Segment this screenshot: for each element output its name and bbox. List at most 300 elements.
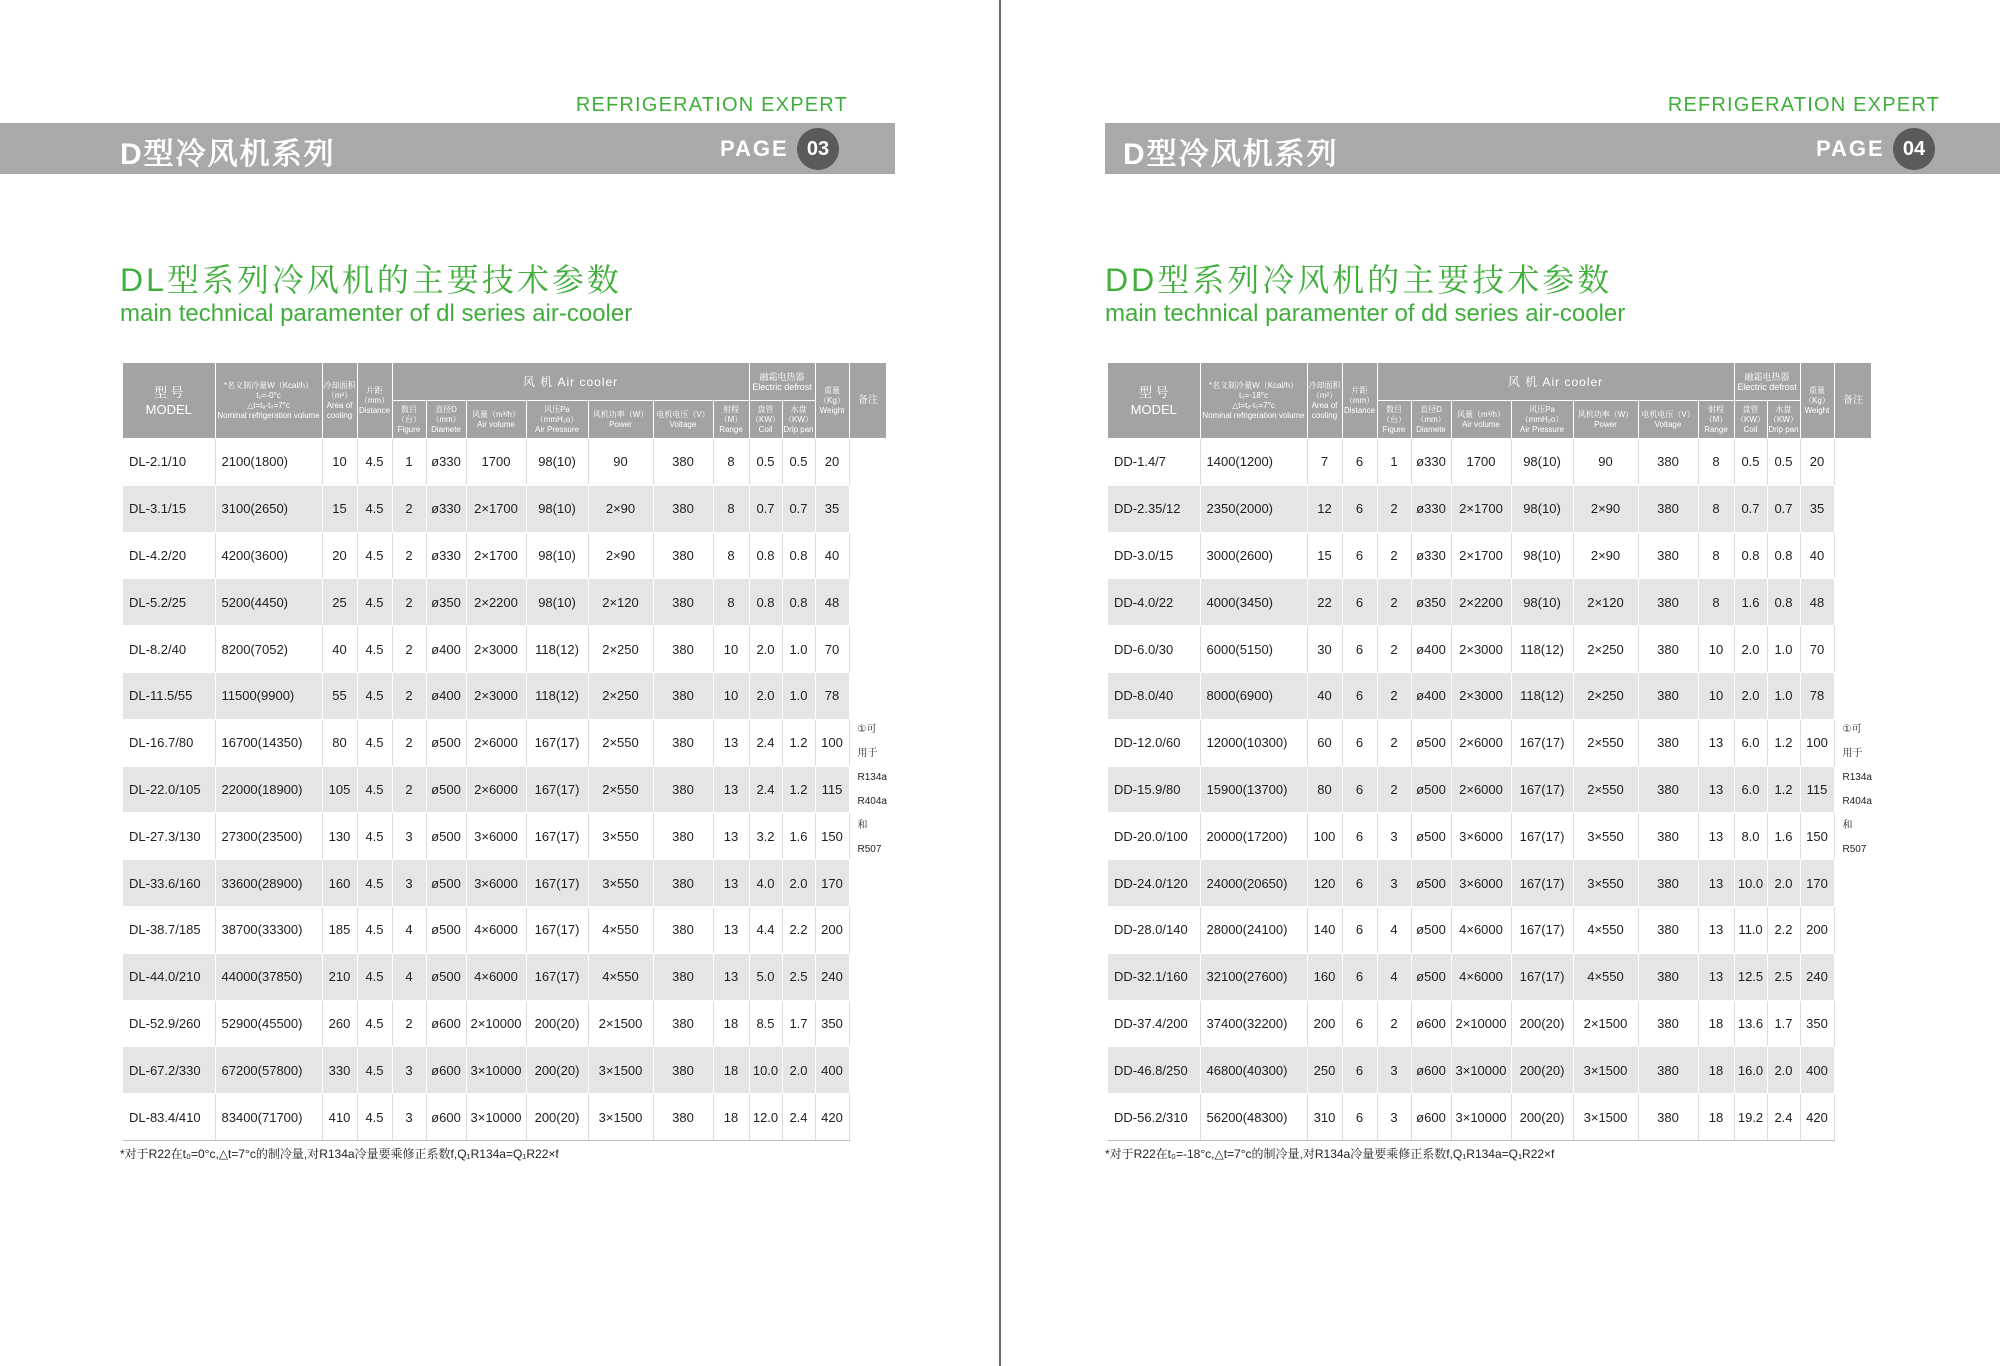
cell-nominal-capacity: 24000(20650) (1200, 860, 1307, 907)
cell-air-pressure: 200(20) (526, 1094, 588, 1141)
cell-voltage: 380 (1638, 1047, 1698, 1094)
cell-coil-heater: 4.4 (749, 906, 782, 953)
cell-coil-heater: 5.0 (749, 953, 782, 1000)
header-remark: 备注 (849, 363, 887, 439)
cell-cooling-area: 330 (322, 1047, 357, 1094)
remark-line: 和 (857, 819, 868, 831)
header-drip-pan: 水盘（KW） Drip pan (1767, 401, 1800, 439)
cell-air-volume: 2×2200 (1451, 579, 1511, 626)
cell-voltage: 380 (653, 439, 713, 486)
cell-fin-distance: 4.5 (357, 953, 392, 1000)
cell-cooling-area: 20 (322, 532, 357, 579)
cell-fan-power: 4×550 (1573, 953, 1638, 1000)
cell-coil-heater: 11.0 (1734, 906, 1767, 953)
cell-fin-distance: 6 (1342, 719, 1377, 766)
cell-air-pressure: 118(12) (1511, 672, 1573, 719)
cell-nominal-capacity: 8000(6900) (1200, 672, 1307, 719)
header-distance: 片距（mm） Distance (357, 363, 392, 439)
remark-line: R134a (1842, 771, 1872, 783)
cell-fan-power: 3×1500 (1573, 1094, 1638, 1141)
cell-coil-heater: 12.0 (749, 1094, 782, 1141)
cell-air-range: 13 (1698, 719, 1734, 766)
cell-fan-count: 4 (1377, 953, 1411, 1000)
cell-air-pressure: 200(20) (526, 1047, 588, 1094)
cell-voltage: 380 (1638, 1000, 1698, 1047)
cell-fin-distance: 4.5 (357, 532, 392, 579)
cell-fan-count: 3 (392, 860, 426, 907)
cell-fan-diameter: ø500 (426, 906, 466, 953)
cell-drip-pan-heater: 2.0 (1767, 1047, 1800, 1094)
cell-weight: 400 (815, 1047, 849, 1094)
cell-nominal-capacity: 33600(28900) (215, 860, 322, 907)
cell-model: DL-44.0/210 (123, 953, 215, 1000)
cell-fan-diameter: ø330 (426, 532, 466, 579)
cell-coil-heater: 1.6 (1734, 579, 1767, 626)
cell-fan-count: 2 (1377, 672, 1411, 719)
cell-drip-pan-heater: 1.0 (782, 626, 815, 673)
cell-voltage: 380 (653, 672, 713, 719)
cell-fin-distance: 6 (1342, 579, 1377, 626)
table-row (123, 485, 887, 532)
remark-line: R507 (1842, 843, 1867, 855)
cell-drip-pan-heater: 1.6 (1767, 813, 1800, 860)
cell-weight: 150 (815, 813, 849, 860)
cell-fan-power: 2×550 (588, 719, 653, 766)
cell-drip-pan-heater: 1.0 (1767, 626, 1800, 673)
cell-coil-heater: 6.0 (1734, 766, 1767, 813)
cell-fan-diameter: ø600 (426, 1094, 466, 1141)
cell-nominal-capacity: 3000(2600) (1200, 532, 1307, 579)
cell-cooling-area: 10 (322, 439, 357, 486)
cell-drip-pan-heater: 1.0 (1767, 672, 1800, 719)
cell-air-volume: 3×6000 (466, 813, 526, 860)
cell-fin-distance: 4.5 (357, 1047, 392, 1094)
cell-coil-heater: 2.0 (749, 626, 782, 673)
cell-air-volume: 2×3000 (1451, 672, 1511, 719)
cell-model: DD-37.4/200 (1108, 1000, 1200, 1047)
cell-model: DL-5.2/25 (123, 579, 215, 626)
cell-weight: 115 (1800, 766, 1834, 813)
cell-fan-diameter: ø500 (426, 766, 466, 813)
remark-line: 和 (1842, 819, 1853, 831)
cell-fin-distance: 4.5 (357, 485, 392, 532)
cell-weight: 78 (815, 672, 849, 719)
cell-air-pressure: 118(12) (1511, 626, 1573, 673)
header-area: 冷却面积（m²） Area of cooling (1307, 363, 1342, 439)
cell-cooling-area: 60 (1307, 719, 1342, 766)
page-label: PAGE (720, 136, 789, 161)
cell-fan-power: 2×250 (1573, 672, 1638, 719)
remark-line: R507 (857, 843, 882, 855)
cell-air-volume: 4×6000 (1451, 953, 1511, 1000)
cell-coil-heater: 8.5 (749, 1000, 782, 1047)
table-row (123, 719, 887, 766)
table-row (123, 532, 887, 579)
cell-air-pressure: 167(17) (1511, 860, 1573, 907)
cell-air-volume: 2×3000 (1451, 626, 1511, 673)
cell-fan-power: 2×550 (1573, 766, 1638, 813)
cell-model: DL-11.5/55 (123, 672, 215, 719)
cell-coil-heater: 0.5 (1734, 439, 1767, 486)
cell-air-volume: 4×6000 (466, 953, 526, 1000)
cell-fan-count: 3 (392, 1047, 426, 1094)
cell-voltage: 380 (653, 532, 713, 579)
header-coil: 盘管（KW） Coil (749, 401, 782, 439)
cell-voltage: 380 (653, 1000, 713, 1047)
cell-weight: 115 (815, 766, 849, 813)
cell-cooling-area: 12 (1307, 485, 1342, 532)
header-diameter: 直径D（mm） Diamete (1411, 401, 1451, 439)
cell-model: DD-20.0/100 (1108, 813, 1200, 860)
table-row (123, 1094, 887, 1141)
cell-air-range: 10 (1698, 672, 1734, 719)
cell-nominal-capacity: 6000(5150) (1200, 626, 1307, 673)
cell-fin-distance: 4.5 (357, 672, 392, 719)
page-banner (0, 123, 895, 174)
cell-coil-heater: 16.0 (1734, 1047, 1767, 1094)
cell-drip-pan-heater: 0.7 (782, 485, 815, 532)
cell-model: DL-67.2/330 (123, 1047, 215, 1094)
cell-fin-distance: 4.5 (357, 626, 392, 673)
cell-fin-distance: 6 (1342, 672, 1377, 719)
cell-cooling-area: 260 (322, 1000, 357, 1047)
cell-weight: 20 (815, 439, 849, 486)
cell-fan-power: 3×1500 (588, 1094, 653, 1141)
cell-air-range: 18 (713, 1094, 749, 1141)
cell-drip-pan-heater: 0.5 (1767, 439, 1800, 486)
remark-text (850, 718, 887, 862)
cell-drip-pan-heater: 2.5 (782, 953, 815, 1000)
cell-weight: 48 (1800, 579, 1834, 626)
cell-model: DD-15.9/80 (1108, 766, 1200, 813)
cell-fin-distance: 6 (1342, 1047, 1377, 1094)
banner-title: D型冷风机系列 (120, 138, 336, 171)
cell-voltage: 380 (653, 1094, 713, 1141)
cell-voltage: 380 (653, 766, 713, 813)
cell-weight: 200 (815, 906, 849, 953)
cell-air-range: 18 (713, 1047, 749, 1094)
cell-cooling-area: 25 (322, 579, 357, 626)
remark-line: 用于 (1842, 747, 1863, 759)
table-row (1108, 906, 1872, 953)
cell-air-range: 10 (713, 626, 749, 673)
cell-fan-power: 2×90 (1573, 485, 1638, 532)
cell-weight: 240 (1800, 953, 1834, 1000)
header-defrost: 融霜电热器 Electric defrost (1734, 363, 1800, 401)
cell-nominal-capacity: 5200(4450) (215, 579, 322, 626)
cell-cooling-area: 40 (1307, 672, 1342, 719)
cell-coil-heater: 8.0 (1734, 813, 1767, 860)
brand-tagline: REFRIGERATION EXPERT (575, 94, 848, 116)
remark-line: R134a (857, 771, 887, 783)
cell-fan-power: 3×550 (588, 813, 653, 860)
cell-air-range: 8 (713, 439, 749, 486)
table-row (1108, 953, 1872, 1000)
cell-weight: 35 (1800, 485, 1834, 532)
cell-air-volume: 2×3000 (466, 626, 526, 673)
cell-model: DD-3.0/15 (1108, 532, 1200, 579)
cell-voltage: 380 (653, 906, 713, 953)
cell-air-range: 13 (713, 766, 749, 813)
cell-fan-diameter: ø400 (1411, 672, 1451, 719)
cell-model: DL-38.7/185 (123, 906, 215, 953)
cell-model: DL-83.4/410 (123, 1094, 215, 1141)
cell-model: DD-4.0/22 (1108, 579, 1200, 626)
cell-drip-pan-heater: 0.8 (1767, 532, 1800, 579)
cell-fan-diameter: ø500 (1411, 953, 1451, 1000)
cell-air-pressure: 167(17) (1511, 953, 1573, 1000)
cell-model: DD-1.4/7 (1108, 439, 1200, 486)
cell-cooling-area: 15 (1307, 532, 1342, 579)
cell-model: DL-3.1/15 (123, 485, 215, 532)
cell-cooling-area: 200 (1307, 1000, 1342, 1047)
cell-drip-pan-heater: 1.6 (782, 813, 815, 860)
cell-voltage: 380 (1638, 719, 1698, 766)
cell-fan-power: 2×250 (588, 626, 653, 673)
cell-fan-diameter: ø350 (1411, 579, 1451, 626)
cell-cooling-area: 140 (1307, 906, 1342, 953)
cell-fan-power: 2×1500 (1573, 1000, 1638, 1047)
header-distance: 片距（mm） Distance (1342, 363, 1377, 439)
table-row (123, 672, 887, 719)
cell-nominal-capacity: 46800(40300) (1200, 1047, 1307, 1094)
header-nominal: *名义制冷量W（Kcal/h） t₀=-0°c △t=tₐ-t₀=7°c Nominal refrigeration volume (215, 363, 322, 439)
cell-cooling-area: 7 (1307, 439, 1342, 486)
cell-fan-diameter: ø600 (426, 1000, 466, 1047)
spec-table (1108, 363, 1872, 1141)
cell-air-volume: 2×10000 (466, 1000, 526, 1047)
cell-cooling-area: 80 (1307, 766, 1342, 813)
cell-weight: 48 (815, 579, 849, 626)
cell-air-volume: 2×1700 (466, 485, 526, 532)
cell-weight: 78 (1800, 672, 1834, 719)
cell-air-volume: 2×10000 (1451, 1000, 1511, 1047)
cell-fin-distance: 4.5 (357, 579, 392, 626)
cell-fan-count: 3 (1377, 1047, 1411, 1094)
cell-fan-count: 2 (392, 485, 426, 532)
cell-air-volume: 2×6000 (466, 719, 526, 766)
cell-fan-count: 4 (1377, 906, 1411, 953)
cell-nominal-capacity: 44000(37850) (215, 953, 322, 1000)
cell-nominal-capacity: 52900(45500) (215, 1000, 322, 1047)
cell-fan-count: 2 (392, 532, 426, 579)
header-range: 射程（M） Range (1698, 401, 1734, 439)
cell-drip-pan-heater: 0.5 (782, 439, 815, 486)
header-model: 型 号 MODEL (123, 363, 215, 439)
header-air-volume: 风量（m³/h） Air volume (466, 401, 526, 439)
cell-air-pressure: 200(20) (1511, 1000, 1573, 1047)
header-air-cooler: 风 机 Air cooler (1377, 363, 1734, 401)
cell-fan-diameter: ø500 (1411, 860, 1451, 907)
cell-weight: 350 (815, 1000, 849, 1047)
cell-fan-power: 3×550 (1573, 813, 1638, 860)
cell-drip-pan-heater: 2.2 (782, 906, 815, 953)
cell-fan-power: 2×90 (588, 532, 653, 579)
cell-fan-count: 2 (1377, 1000, 1411, 1047)
cell-fin-distance: 4.5 (357, 1094, 392, 1141)
table-row (123, 766, 887, 813)
cell-cooling-area: 30 (1307, 626, 1342, 673)
cell-air-pressure: 167(17) (1511, 906, 1573, 953)
cell-air-range: 8 (1698, 532, 1734, 579)
cell-nominal-capacity: 38700(33300) (215, 906, 322, 953)
cell-cooling-area: 55 (322, 672, 357, 719)
cell-drip-pan-heater: 1.2 (1767, 719, 1800, 766)
cell-air-range: 13 (713, 860, 749, 907)
cell-voltage: 380 (1638, 860, 1698, 907)
cell-air-pressure: 167(17) (526, 813, 588, 860)
cell-fan-count: 2 (392, 626, 426, 673)
cell-fan-power: 2×250 (1573, 626, 1638, 673)
cell-drip-pan-heater: 2.4 (782, 1094, 815, 1141)
table-row (1108, 626, 1872, 673)
cell-fin-distance: 4.5 (357, 439, 392, 486)
cell-air-volume: 2×2200 (466, 579, 526, 626)
table-row (123, 953, 887, 1000)
cell-weight: 150 (1800, 813, 1834, 860)
section-heading-cn: DL型系列冷风机的主要技术参数 (120, 262, 622, 298)
header-weight: 重量（Kg） Weight (815, 363, 849, 439)
cell-voltage: 380 (653, 485, 713, 532)
remark-line: R404a (1842, 795, 1872, 807)
header-area: 冷却面积（m²） Area of cooling (322, 363, 357, 439)
cell-voltage: 380 (1638, 439, 1698, 486)
table-row (1108, 485, 1872, 532)
cell-air-volume: 2×6000 (466, 766, 526, 813)
cell-model: DL-33.6/160 (123, 860, 215, 907)
cell-nominal-capacity: 2100(1800) (215, 439, 322, 486)
cell-fan-diameter: ø400 (1411, 626, 1451, 673)
cell-fan-diameter: ø500 (426, 813, 466, 860)
cell-weight: 20 (1800, 439, 1834, 486)
cell-weight: 40 (815, 532, 849, 579)
header-air-pressure: 风压Pa（mmH₂o） Air Pressure (526, 401, 588, 439)
cell-coil-heater: 12.5 (1734, 953, 1767, 1000)
cell-drip-pan-heater: 1.2 (782, 766, 815, 813)
cell-drip-pan-heater: 0.8 (782, 579, 815, 626)
cell-nominal-capacity: 67200(57800) (215, 1047, 322, 1094)
cell-air-pressure: 118(12) (526, 672, 588, 719)
cell-cooling-area: 100 (1307, 813, 1342, 860)
cell-voltage: 380 (653, 626, 713, 673)
cell-coil-heater: 10.0 (1734, 860, 1767, 907)
cell-air-volume: 4×6000 (1451, 906, 1511, 953)
table-row (1108, 719, 1872, 766)
cell-nominal-capacity: 83400(71700) (215, 1094, 322, 1141)
page-number-badge: 04 (1893, 128, 1935, 170)
cell-nominal-capacity: 2350(2000) (1200, 485, 1307, 532)
remark-line: ①可 (857, 723, 877, 735)
cell-fan-power: 3×550 (588, 860, 653, 907)
cell-air-range: 8 (713, 579, 749, 626)
cell-cooling-area: 40 (322, 626, 357, 673)
cell-fan-power: 2×90 (588, 485, 653, 532)
cell-air-range: 10 (713, 672, 749, 719)
cell-air-pressure: 98(10) (526, 532, 588, 579)
table-row (1108, 813, 1872, 860)
cell-drip-pan-heater: 1.0 (782, 672, 815, 719)
cell-voltage: 380 (1638, 813, 1698, 860)
cell-drip-pan-heater: 2.2 (1767, 906, 1800, 953)
cell-fin-distance: 4.5 (357, 813, 392, 860)
cell-voltage: 380 (653, 860, 713, 907)
cell-air-range: 13 (713, 906, 749, 953)
cell-air-volume: 1700 (1451, 439, 1511, 486)
cell-air-range: 8 (1698, 485, 1734, 532)
cell-model: DD-32.1/160 (1108, 953, 1200, 1000)
cell-fin-distance: 6 (1342, 626, 1377, 673)
cell-coil-heater: 4.0 (749, 860, 782, 907)
cell-air-range: 18 (1698, 1094, 1734, 1141)
brand-tagline: REFRIGERATION EXPERT (1667, 94, 1940, 116)
cell-nominal-capacity: 20000(17200) (1200, 813, 1307, 860)
cell-weight: 170 (815, 860, 849, 907)
cell-air-range: 13 (713, 719, 749, 766)
table-row (1108, 860, 1872, 907)
cell-air-pressure: 167(17) (526, 719, 588, 766)
cell-air-range: 13 (1698, 813, 1734, 860)
cell-fan-power: 2×90 (1573, 532, 1638, 579)
cell-cooling-area: 160 (322, 860, 357, 907)
cell-drip-pan-heater: 1.7 (782, 1000, 815, 1047)
cell-air-range: 18 (1698, 1000, 1734, 1047)
cell-fin-distance: 6 (1342, 953, 1377, 1000)
cell-drip-pan-heater: 2.4 (1767, 1094, 1800, 1141)
cell-air-pressure: 200(20) (1511, 1047, 1573, 1094)
cell-fin-distance: 6 (1342, 532, 1377, 579)
cell-voltage: 380 (1638, 906, 1698, 953)
cell-air-pressure: 167(17) (1511, 719, 1573, 766)
cell-air-pressure: 167(17) (526, 953, 588, 1000)
header-voltage: 电机电压（V） Voltage (653, 401, 713, 439)
cell-fin-distance: 4.5 (357, 860, 392, 907)
cell-nominal-capacity: 8200(7052) (215, 626, 322, 673)
cell-air-pressure: 200(20) (1511, 1094, 1573, 1141)
cell-weight: 400 (1800, 1047, 1834, 1094)
cell-model: DL-27.3/130 (123, 813, 215, 860)
cell-weight: 100 (1800, 719, 1834, 766)
cell-fan-count: 1 (392, 439, 426, 486)
cell-weight: 100 (815, 719, 849, 766)
cell-air-range: 8 (1698, 439, 1734, 486)
cell-voltage: 380 (653, 953, 713, 1000)
cell-fan-count: 2 (1377, 579, 1411, 626)
cell-fan-count: 3 (1377, 813, 1411, 860)
cell-fin-distance: 6 (1342, 1000, 1377, 1047)
cell-air-volume: 3×6000 (466, 860, 526, 907)
cell-fan-diameter: ø600 (1411, 1047, 1451, 1094)
cell-model: DD-24.0/120 (1108, 860, 1200, 907)
cell-fan-power: 4×550 (588, 906, 653, 953)
cell-fan-count: 4 (392, 906, 426, 953)
cell-coil-heater: 0.7 (1734, 485, 1767, 532)
cell-fin-distance: 6 (1342, 766, 1377, 813)
table-row (1108, 672, 1872, 719)
table-row (1108, 1047, 1872, 1094)
remark-text (1835, 718, 1872, 862)
cell-fan-count: 2 (392, 719, 426, 766)
cell-drip-pan-heater: 2.0 (782, 860, 815, 907)
cell-air-volume: 2×1700 (1451, 532, 1511, 579)
cell-nominal-capacity: 11500(9900) (215, 672, 322, 719)
cell-coil-heater: 0.8 (749, 532, 782, 579)
cell-voltage: 380 (1638, 532, 1698, 579)
cell-model: DD-6.0/30 (1108, 626, 1200, 673)
cell-coil-heater: 2.0 (1734, 672, 1767, 719)
cell-fan-power: 2×120 (588, 579, 653, 626)
cell-fan-diameter: ø500 (1411, 813, 1451, 860)
cell-fan-diameter: ø330 (1411, 532, 1451, 579)
